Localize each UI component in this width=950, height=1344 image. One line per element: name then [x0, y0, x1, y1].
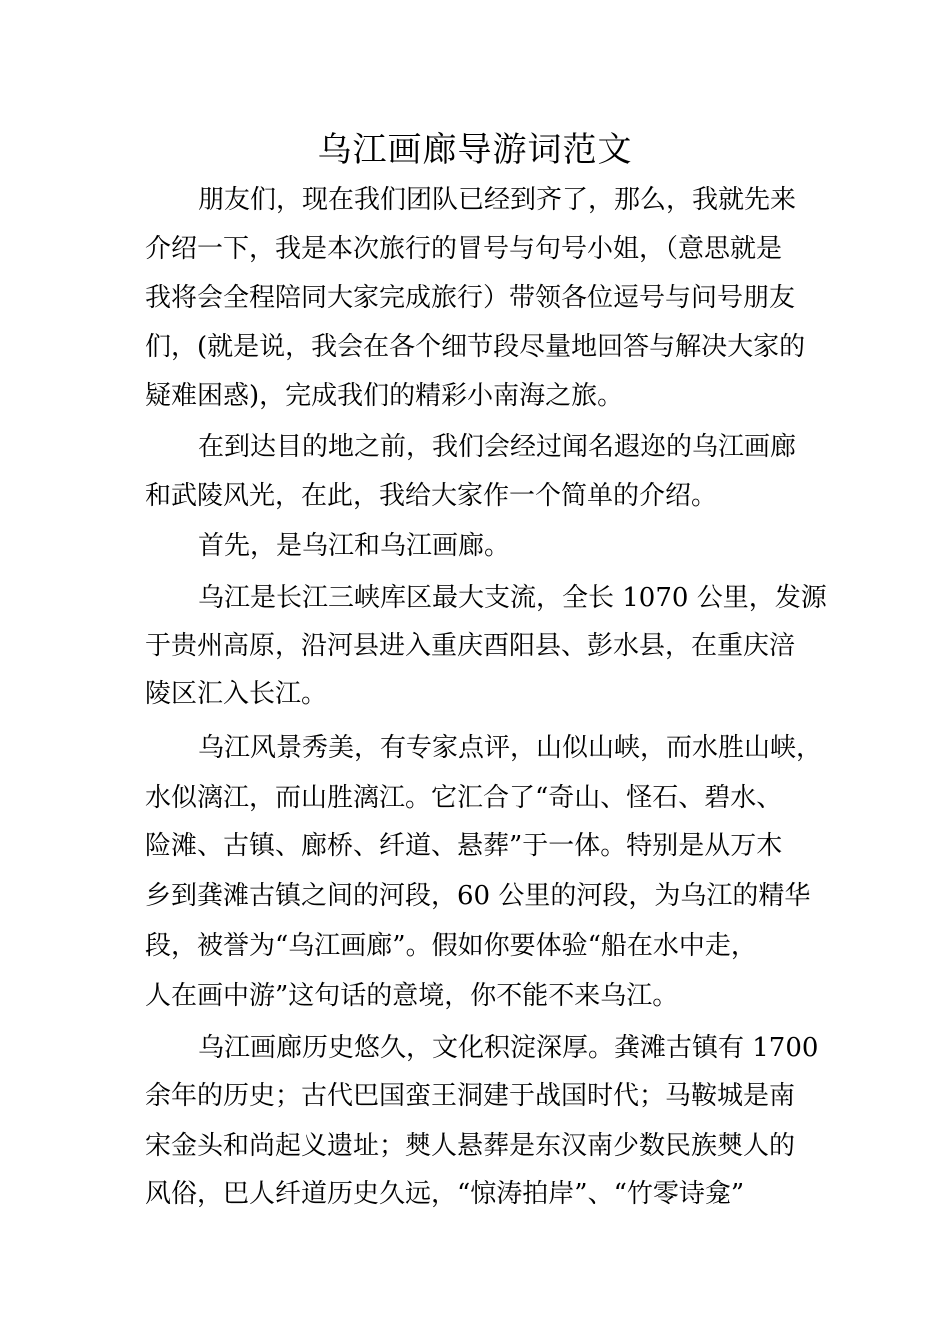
- text-line: 首先，是乌江和乌江画廊。: [198, 531, 511, 561]
- text-line: 我将会全程陪同大家完成旅行）带领各位逗号与问号朋友: [145, 283, 796, 313]
- text-line: 人在画中游”这句话的意境，你不能不来乌江。: [145, 981, 679, 1011]
- text-line: 余年的历史；古代巴国蛮王洞建于战国时代；马鞍城是南: [145, 1081, 796, 1111]
- text-line: 朋友们，现在我们团队已经到齐了，那么，我就先来: [198, 185, 797, 215]
- text-line: 乌江画廊历史悠久，文化积淀深厚。龚滩古镇有 1700: [198, 1033, 819, 1063]
- text-line: 宋金头和尚起义遗址；僰人悬葬是东汉南少数民族僰人的: [145, 1131, 796, 1161]
- text-line: 乌江风景秀美，有专家点评，山似山峡，而水胜山峡，: [198, 733, 823, 763]
- text-line: 介绍一下，我是本次旅行的冒号与句号小姐，（意思就是: [145, 234, 783, 264]
- text-line: 在到达目的地之前，我们会经过闻名遐迩的乌江画廊: [198, 432, 797, 462]
- text-line: 险滩、古镇、廊桥、纤道、悬葬”于一体。特别是从万木: [145, 831, 783, 861]
- text-line: 和武陵风光，在此，我给大家作一个简单的介绍。: [145, 481, 718, 511]
- document-title: 乌江画廊导游词范文: [317, 130, 633, 170]
- text-line: 水似漓江，而山胜漓江。它汇合了“奇山、怪石、碧水、: [145, 783, 783, 813]
- text-line: 乌江是长江三峡库区最大支流，全长 1070 公里，发源: [198, 583, 827, 613]
- text-line: 乡到龚滩古镇之间的河段，60 公里的河段，为乌江的精华: [145, 881, 811, 911]
- text-line: 们，(就是说，我会在各个细节段尽量地回答与解决大家的: [145, 332, 806, 362]
- text-line: 段，被誉为“乌江画廊”。假如你要体验“船在水中走，: [145, 931, 757, 961]
- text-line: 陵区汇入长江。: [145, 679, 328, 709]
- text-line: 风俗，巴人纤道历史久远，“惊涛拍岸”、“竹零诗龛”: [145, 1179, 745, 1209]
- text-line: 于贵州高原，沿河县进入重庆酉阳县、彭水县，在重庆涪: [145, 631, 796, 661]
- text-line: 疑难困惑)，完成我们的精彩小南海之旅。: [145, 381, 624, 411]
